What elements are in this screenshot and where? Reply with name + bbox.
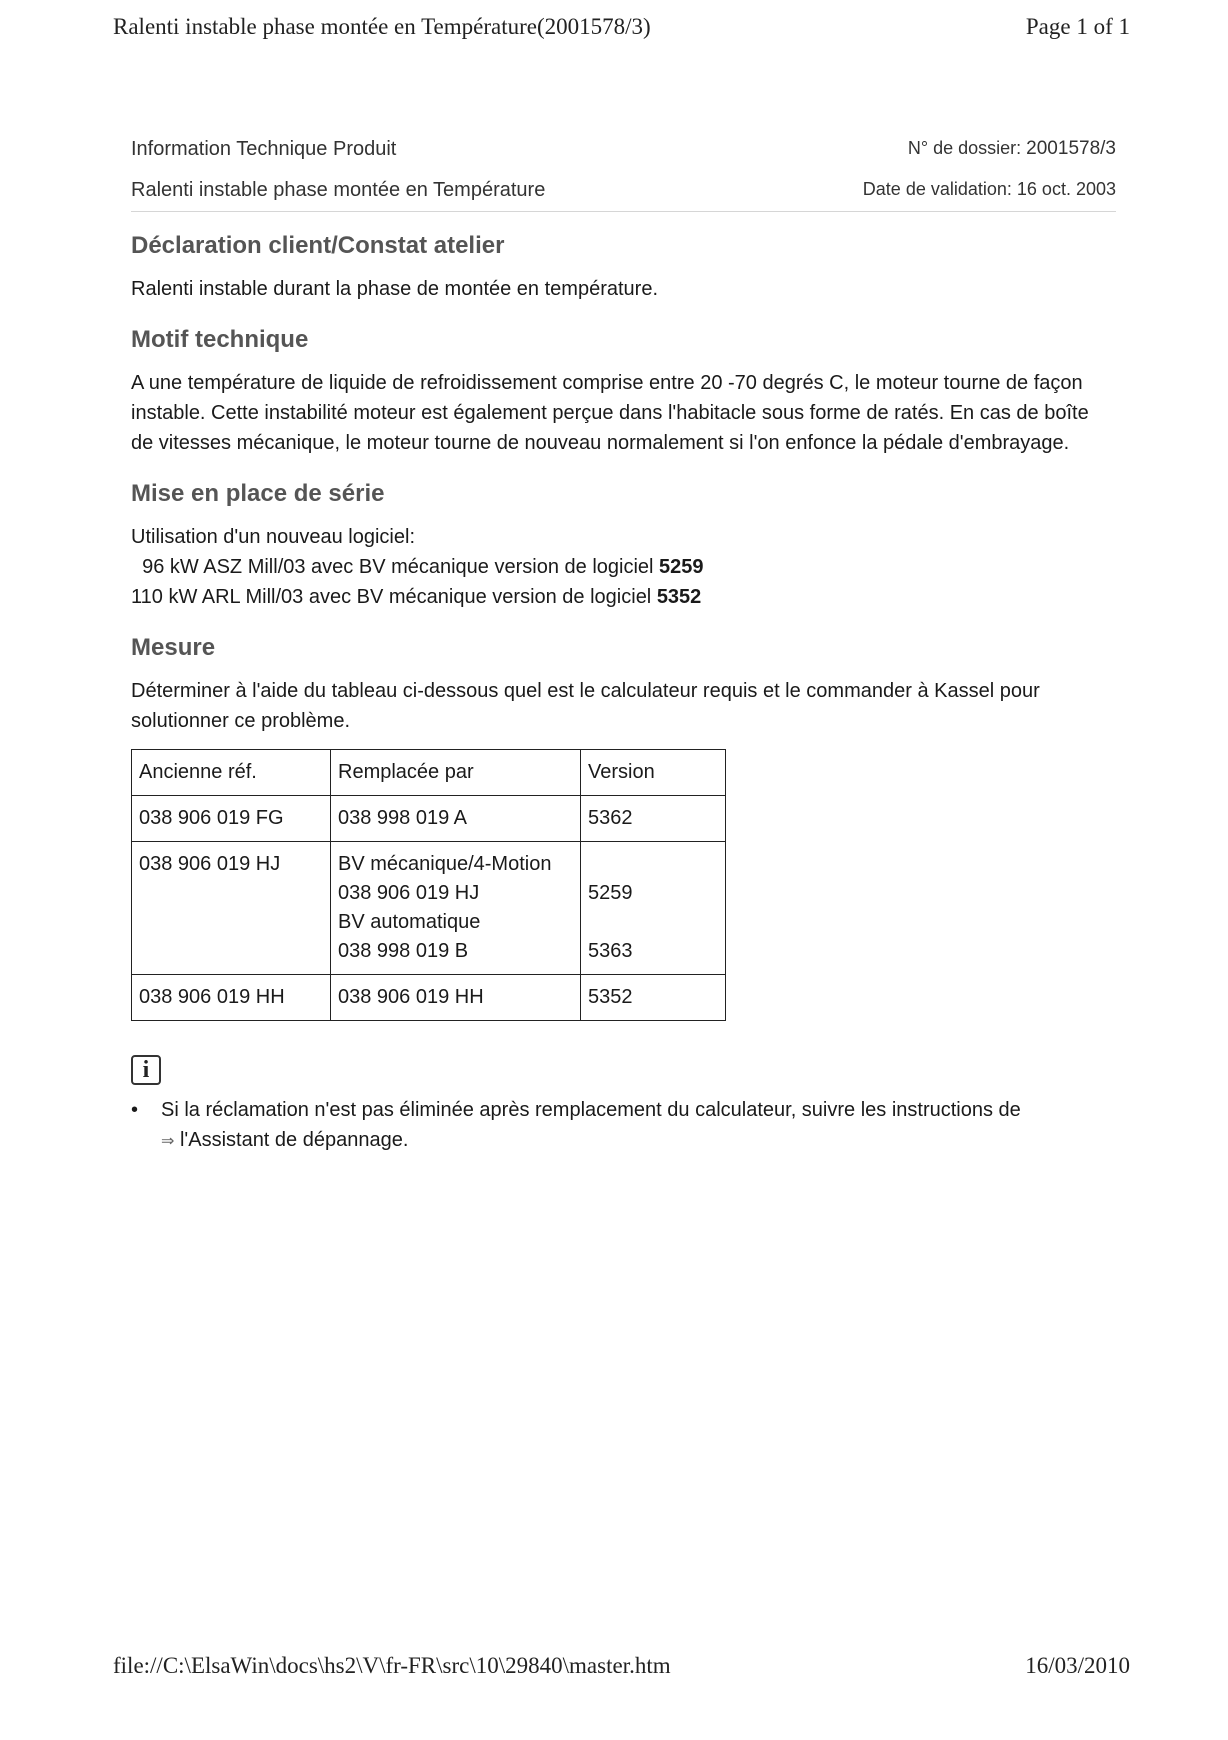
validation-date [863,179,1116,202]
header-old-ref: Ancienne réf. [132,750,331,796]
print-date: 16/03/2010 [1025,1653,1130,1678]
heading-declaration: Déclaration client/Constat atelier [131,232,505,259]
note-text [161,1095,1021,1157]
parts-table [131,749,726,1021]
document-body [131,138,1116,1157]
cell-line: 5259 [588,882,633,904]
bullet: • [131,1099,139,1121]
dossier-label: N° de dossier: [907,138,1027,158]
cell-line: 038 906 019 HH [338,986,484,1008]
mesure-text: Déterminer à l'aide du tableau ci-dessous quel est le calculateur requis et le commander à Kassel pour solutionner ce problème. [131,680,1040,732]
cell-line: 038 998 019 B [338,940,469,962]
print-header [113,14,1130,40]
table-row [132,842,726,975]
cell-old-ref: 038 906 019 HJ [132,842,331,975]
doc-category: Information Technique Produit [131,138,397,160]
arrow-icon: ⇒ [161,1133,175,1150]
file-path: file://C:\ElsaWin\docs\hs2\V\fr-FR\src\10\29840\master.htm [113,1653,671,1678]
page-indicator: Page 1 of 1 [1025,14,1130,39]
cell-version [581,975,726,1021]
cell-old-ref: 038 906 019 HH [132,975,331,1021]
dossier-value: 2001578/3 [1026,138,1116,159]
heading-motif: Motif technique [131,326,309,353]
date-value: 16 oct. 2003 [1016,179,1116,199]
table-header-row [132,750,726,796]
cell-line: BV mécanique/4-Motion [338,853,552,875]
print-footer [113,1653,1130,1679]
cell-line: 5362 [588,807,633,829]
software-item [131,582,1116,612]
cell-replaced-by [331,796,581,842]
software-version: 5259 [659,556,704,578]
cell-replaced-by [331,842,581,975]
software-item-text: 96 kW ASZ Mill/03 avec BV mécanique version de logiciel [131,556,660,578]
header-replaced-by: Remplacée par [331,750,581,796]
software-version: 5352 [656,586,702,608]
cell-line: 038 906 019 HJ [338,882,480,904]
print-title: Ralenti instable phase montée en Température(2001578/3) [113,14,651,39]
cell-version [581,842,726,975]
cell-line [588,908,718,937]
software-intro: Utilisation d'un nouveau logiciel: [131,526,415,548]
doc-subject: Ralenti instable phase montée en Température [131,179,546,201]
meta-row-2 [131,179,1116,202]
cell-line: 5352 [588,986,633,1008]
note [131,1095,1116,1157]
cell-line [588,850,718,879]
cell-old-ref: 038 906 019 FG [132,796,331,842]
heading-mesure: Mesure [131,634,216,661]
motif-text: A une température de liquide de refroidissement comprise entre 20 -70 degrés C, le moteur tourne de façon instable. Cette instabilité moteur est également perçue dans l'habitacle sous forme de ratés. En cas de boîte de vitesses mécanique, le moteur tourne de nouveau normalement si l'on enfonce la pédale d'embrayage. [131,372,1089,454]
dossier-number [908,138,1116,161]
header-version: Version [581,750,726,796]
date-label: Date de validation: [862,179,1017,199]
meta-row-1 [131,138,1116,161]
declaration-text: Ralenti instable durant la phase de montée en température. [131,278,659,300]
heading-mise: Mise en place de série [131,480,385,507]
cell-line: BV automatique [338,911,481,933]
note-body: Si la réclamation n'est pas éliminée après remplacement du calculateur, suivre les instructions de [161,1099,1021,1121]
cell-version [581,796,726,842]
troubleshooting-link[interactable]: l'Assistant de dépannage. [174,1129,409,1151]
table-row [132,796,726,842]
cell-line: 5363 [588,940,633,962]
info-icon: i [131,1055,161,1085]
table-row [132,975,726,1021]
software-item-text: 110 kW ARL Mill/03 avec BV mécanique version de logiciel [131,586,657,608]
software-item [131,552,1116,582]
cell-line: 038 998 019 A [338,807,468,829]
header-divider [131,211,1116,212]
software-list [131,522,1116,612]
cell-replaced-by [331,975,581,1021]
